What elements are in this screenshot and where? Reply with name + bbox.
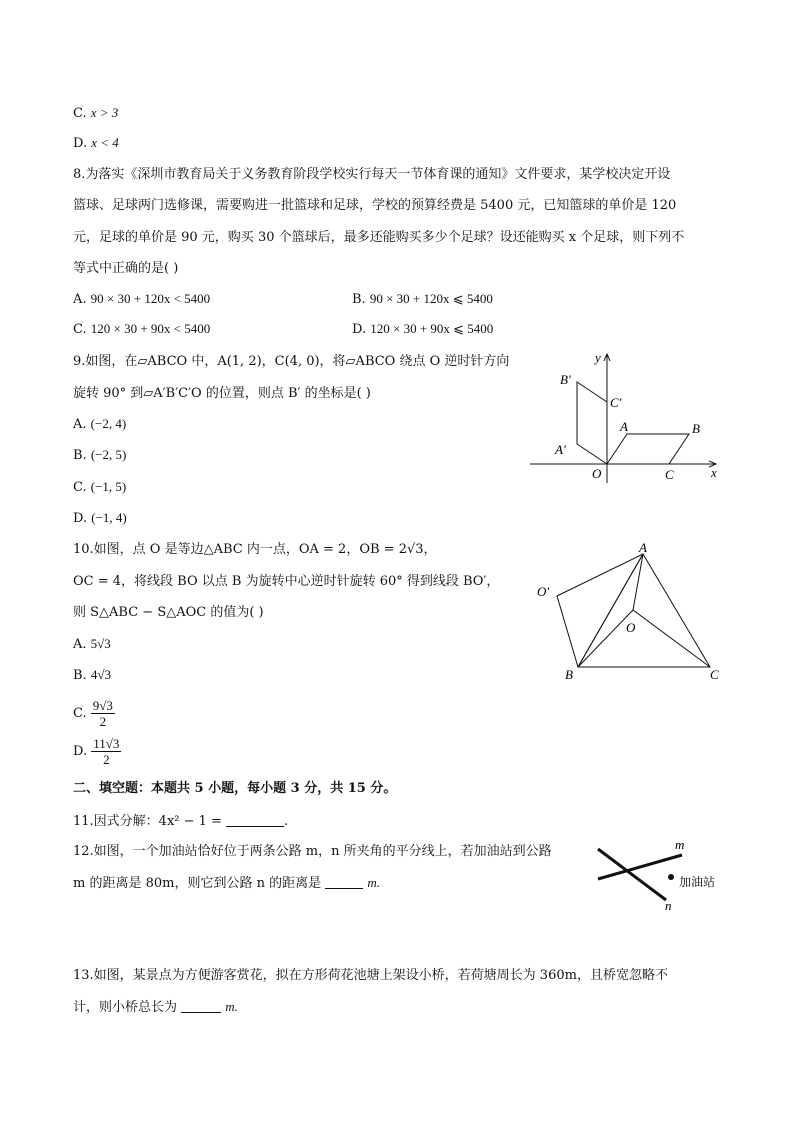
label-b-prime: B′ (560, 372, 571, 387)
option-fraction (91, 736, 121, 767)
option-label: A. (73, 292, 87, 307)
q11-stem: 11.因式分解：4x² − 1 = . (73, 814, 289, 829)
gas-station-dot (668, 874, 674, 880)
option-label: C. (73, 106, 87, 121)
segment-bo-prime (557, 596, 578, 667)
option-label: D. (73, 744, 88, 759)
segment-oc (633, 610, 710, 667)
q8-option-d (352, 320, 493, 339)
q13-stem-line-1: 13.如图，某景点为方便游客赏花，拟在方形荷花池塘上架设小桥，若荷塘周长为 360m，且桥宽忽略不 (73, 968, 668, 983)
label-c: C (665, 467, 674, 482)
option-label: A. (73, 637, 87, 652)
q12-text: m 的距离是 80m，则它到公路 n 的距离是 (73, 876, 322, 891)
q7-option-c (73, 104, 118, 123)
q9-option-d (73, 509, 127, 528)
option-label: D. (73, 511, 88, 526)
option-expression: x > 3 (90, 105, 119, 120)
answer-blank (325, 874, 363, 889)
label-gas-station: 加油站 (679, 875, 716, 889)
option-expression: (−1, 4) (91, 510, 127, 525)
q8-stem-line-4: 等式中正确的是( ) (73, 261, 179, 276)
q12-stem-line-2 (73, 874, 380, 893)
q12-roads-figure (590, 835, 730, 915)
fraction-numerator: 9√3 (92, 698, 113, 713)
answer-blank (181, 998, 221, 1013)
triangle-abc (578, 554, 710, 667)
option-label: B. (73, 448, 87, 463)
label-a-prime: A′ (555, 442, 566, 457)
q8-option-b (352, 290, 493, 309)
option-expression: 4√3 (90, 667, 111, 682)
option-label: B. (352, 292, 366, 307)
q12-stem-line-1: 12.如图，一个加油站恰好位于两条公路 m，n 所夹角的平分线上，若加油站到公路 (73, 844, 552, 859)
option-expression: 120 × 30 + 90x < 5400 (90, 321, 211, 336)
option-label: C. (73, 706, 87, 721)
option-expression: x < 4 (91, 135, 119, 150)
option-expression: (−2, 4) (90, 416, 127, 431)
q8-stem-line-1: 8.为落实《深圳市教育局关于义务教育阶段学校实行每天一节体育课的通知》文件要求，某学校决定开设 (73, 167, 671, 182)
q10-stem-line-2: OC = 4，将线段 BO 以点 B 为旋转中心逆时针旋转 60° 得到线段 BO′， (73, 574, 500, 589)
option-expression: 90 × 30 + 120x < 5400 (90, 291, 211, 306)
label-m: m (675, 837, 685, 852)
q10-option-b (73, 666, 111, 685)
q13-text: 计，则小桥总长为 (73, 1000, 178, 1015)
option-label: B. (73, 668, 87, 683)
q10-triangle-figure (530, 538, 730, 683)
label-n: n (665, 898, 672, 913)
label-b: B (692, 421, 700, 436)
q10-stem-line-1: 10.如图，点 O 是等边△ABC 内一点，OA = 2，OB = 2√3， (73, 542, 437, 557)
parallelogram-abco (607, 434, 689, 464)
option-expression: 120 × 30 + 90x ⩽ 5400 (370, 321, 494, 336)
option-expression: 5√3 (90, 636, 111, 651)
q9-stem-line-1: 9.如图，在▱ABCO 中，A(1, 2)，C(4, 0)，将▱ABCO 绕点 O 逆时针方向 (73, 354, 510, 369)
road-n (598, 849, 666, 900)
q9-parallelogram-figure (525, 345, 725, 485)
q8-option-c (73, 320, 210, 339)
option-label: D. (73, 136, 88, 151)
q9-option-c (73, 478, 126, 497)
segment-o-prime-a (557, 554, 643, 596)
option-expression: (−2, 5) (90, 447, 127, 462)
label-o: O (626, 620, 636, 635)
q10-stem-line-3: 则 S△ABC − S△AOC 的值为( ) (73, 605, 264, 620)
q8-stem-line-2: 篮球、足球两门选修课，需要购进一批篮球和足球，学校的预算经费是 5400 元，已知篮球的单价是 120 (73, 198, 677, 213)
label-a: A (620, 419, 628, 434)
label-o: O (592, 466, 602, 481)
q10-option-d (73, 735, 121, 769)
fraction-denominator: 2 (99, 714, 107, 729)
label-b: B (565, 667, 573, 682)
q13-stem-line-2 (73, 998, 238, 1017)
q9-option-a (73, 415, 126, 434)
q8-stem-line-3: 元，足球的单价是 90 元，购买 30 个篮球后，最多还能购买多少个足球？设还能购买 x 个足球，则下列不 (73, 230, 685, 245)
fraction-numerator: 11√3 (93, 736, 120, 751)
unit-m: m. (367, 875, 381, 890)
option-label: D. (352, 322, 367, 337)
section-2-heading: 二、填空题：本题共 5 小题，每小题 3 分，共 15 分。 (73, 781, 397, 796)
q8-option-a (73, 290, 210, 309)
option-expression: (−1, 5) (90, 479, 127, 494)
label-a: A (639, 540, 647, 555)
unit-m: m. (225, 999, 238, 1014)
answer-blank (226, 812, 284, 827)
label-y: y (595, 350, 601, 365)
q10-option-c (73, 697, 115, 731)
option-fraction (91, 698, 115, 729)
option-label: C. (73, 322, 87, 337)
label-c: C (710, 667, 719, 682)
option-label: C. (73, 480, 87, 495)
q9-option-b (73, 446, 126, 465)
parallelogram-rotated (577, 382, 607, 464)
q10-option-a (73, 635, 111, 654)
option-label: A. (73, 417, 87, 432)
label-c-prime: C′ (610, 395, 622, 410)
q7-option-d (73, 134, 119, 153)
fraction-denominator: 2 (103, 752, 110, 767)
label-x: x (711, 465, 717, 480)
q9-stem-line-2: 旋转 90° 到▱A′B′C′O 的位置，则点 B′ 的坐标是( ) (73, 386, 371, 401)
option-expression: 90 × 30 + 120x ⩽ 5400 (369, 291, 493, 306)
q11-text: 11.因式分解：4x² − 1 = (73, 814, 222, 829)
label-o-prime: O′ (537, 584, 550, 599)
